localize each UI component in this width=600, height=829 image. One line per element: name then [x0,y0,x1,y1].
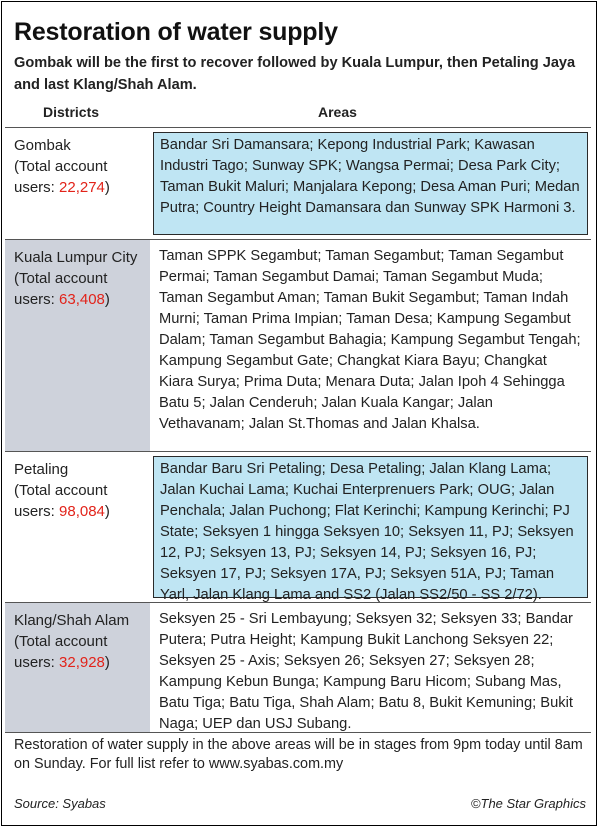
page-title: Restoration of water supply [14,18,338,46]
areas-cell: Taman SPPK Segambut; Taman Segambut; Taman Segambut Permai; Taman Segambut Damai; Taman Segambut Muda; Taman Segambut Aman; Taman Bukit Segambut; Taman Indah Murni; Taman Prima Impian; Taman Desa; Kampung Segambut Dalam; Taman Segambut Bahagia; Kampung Segambut Tengah; Kampung Segambut Gate; Changkat Kiara Bayu; Changkat Kiara Surya; Prima Duta; Menara Duta; Jalan Ipoh 4 Sehingga Batu 5; Jalan Cenderuh; Jalan Kuala Kangar; Jalan Vethavanam; Jalan St.Thomas and Jalan Khalsa. [159,248,581,432]
count-suffix: ) [104,291,110,308]
count-prefix: (Total account users: [14,633,108,671]
count-suffix: ) [104,179,110,196]
district-cell [5,240,150,451]
table-row-gombak [5,127,591,239]
user-count: 63,408 [59,291,105,308]
table-row-klang-shah-alam [5,602,591,732]
count-prefix: (Total account users: [14,158,108,196]
district-name: Petaling [14,461,69,478]
source-credit: Source: Syabas [14,796,106,811]
user-count: 32,928 [59,654,105,671]
district-name: Gombak [14,137,71,154]
district-cell [5,603,150,732]
district-name: Klang/Shah Alam [14,612,130,629]
areas-cell: Bandar Sri Damansara; Kepong Industrial Park; Kawasan Industri Tago; Sunway SPK; Wangsa Permai; Desa Park City; Taman Bukit Maluri; Manjalara Kepong; Desa Aman Puri; Medan Putra; Country Height Damansara dan Sunway SPK Harmoni 3. [153,132,588,235]
count-prefix: (Total account users: [14,482,108,520]
user-count: 22,274 [59,179,105,196]
subtitle: Gombak will be the first to recover followed by Kuala Lumpur, then Petaling Jaya and last Klang/Shah Alam. [14,55,576,93]
areas-cell: Bandar Baru Sri Petaling; Desa Petaling; Jalan Klang Lama; Jalan Kuchai Lama; Kuchai Enterprenuers Park; OUG; Jalan Penchala; Jalan Puchong; Flat Kerinchi; Kampung Kerinchi; PJ State; Seksyen 1 hingga Seksyen 10; Seksyen 11, PJ; Seksyen 12, PJ; Seksyen 13, PJ; Seksyen 14, PJ; Seksyen 16, PJ; Seksyen 17, PJ; Seksyen 17A, PJ; Seksyen 51A, PJ; Taman Yarl, Jalan Klang Lama and SS2 (Jalan SS2/50 - SS 2/72). [153,456,588,598]
count-suffix: ) [104,654,110,671]
districts-column-header: Districts [43,104,100,120]
graphics-credit: ©The Star Graphics [470,796,586,811]
table-row-kuala-lumpur-city [5,239,591,451]
user-count: 98,084 [59,503,105,520]
district-name: Kuala Lumpur City [14,249,138,266]
count-suffix: ) [104,503,110,520]
areas-column-header: Areas [318,104,357,120]
footer-divider [5,732,591,733]
areas-cell: Seksyen 25 - Sri Lembayung; Seksyen 32; Seksyen 33; Bandar Putera; Putra Height; Kampung Bukit Lanchong Seksyen 22; Seksyen 25 - Axis; Seksyen 26; Seksyen 27; Seksyen 28; Kampung Kebun Bunga; Kampung Baru Hicom; Subang Mas, Batu Tiga; Batu Tiga, Shah Alam; Batu 8, Bukit Kemuning; Bukit Naga; UEP dan USJ Subang. [159,611,573,732]
district-cell [5,128,150,239]
table-row-petaling [5,451,591,602]
count-prefix: (Total account users: [14,270,108,308]
footer-note: Restoration of water supply in the above areas will be in stages from 9pm today until 8am on Sunday. For full list refer to www.syabas.com.my [14,737,583,772]
district-cell [5,452,150,602]
